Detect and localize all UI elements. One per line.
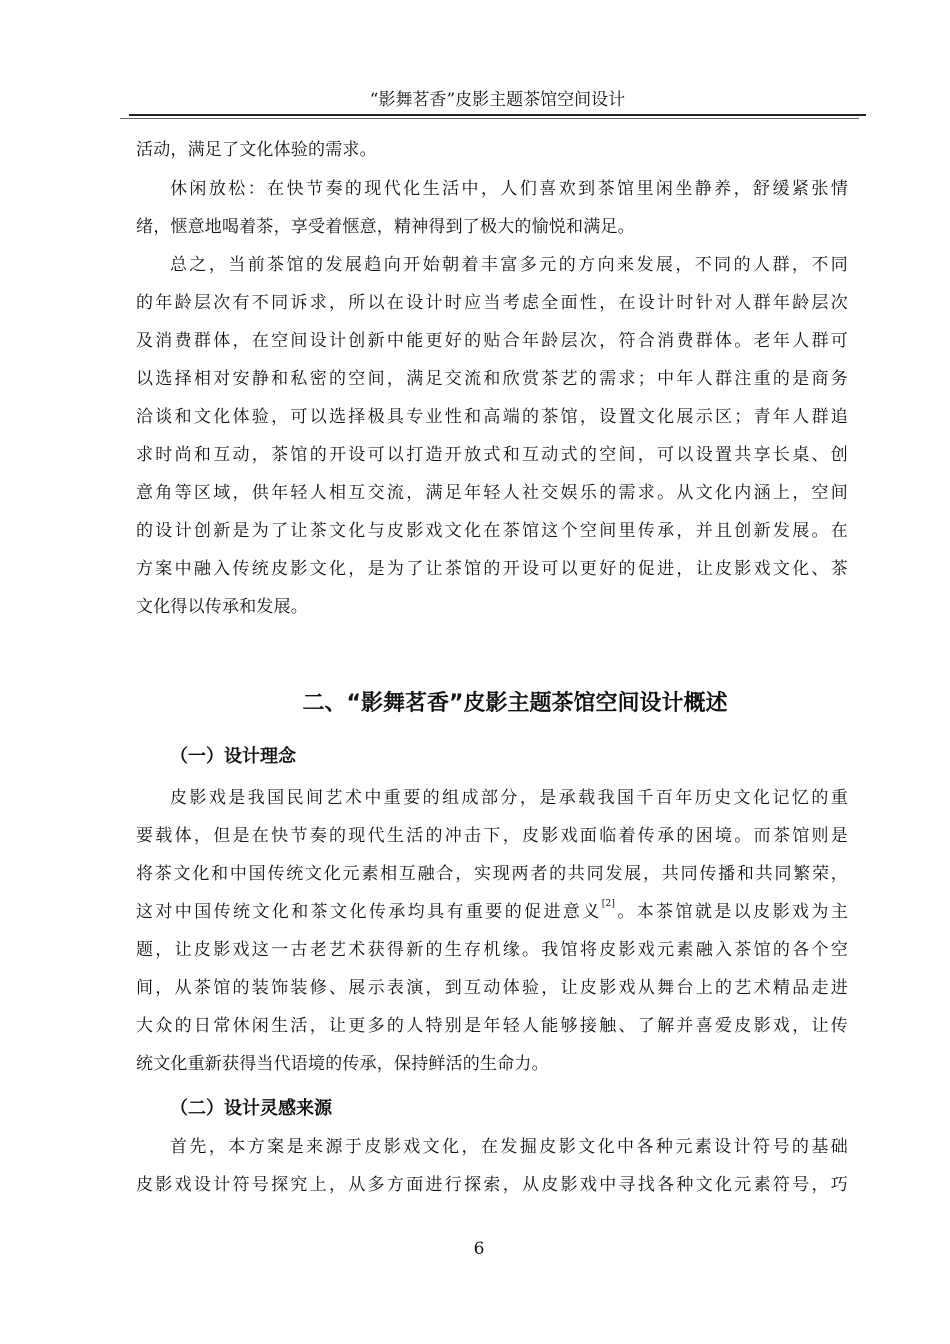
text-line: 意角等区域，供年轻人相互交流，满足年轻人社交娱乐的需求。从文化内涵上，空间 [136,483,848,503]
text-line: 方案中融入传统皮影文化，是为了让茶馆的开设可以更好的促进，让皮影戏文化、茶 [136,559,848,579]
text-line: 活动，满足了文化体验的需求。 [136,140,377,160]
citation-ref[interactable]: [2] [601,899,616,909]
text-line: 要载体，但是在快节奏的现代生活的冲击下，皮影戏面临着传承的困境。而茶馆则是 [136,826,848,846]
text-line: 的年龄层次有不同诉求，所以在设计时应当考虑全面性，在设计时针对人群年龄层次 [136,293,848,313]
section-title: 二、“影舞茗香”皮影主题茶馆空间设计概述 [302,691,728,716]
page-number: 6 [473,1239,485,1259]
text-line: 洽谈和文化体验，可以选择极具专业性和高端的茶馆，设置文化展示区；青年人群追 [136,407,848,427]
text-line: 绪，惬意地喝着茶，享受着惬意，精神得到了极大的愉悦和满足。 [136,217,635,237]
text-line: 题，让皮影戏这一古老艺术获得新的生存机缘。我馆将皮影戏元素融入茶馆的各个空 [136,940,848,960]
text-line: 首先，本方案是来源于皮影戏文化，在发掘皮影文化中各种元素设计符号的基础 [170,1137,848,1157]
text-line: 皮影戏设计符号探究上，从多方面进行探索，从皮影戏中寻找各种文化元素符号，巧 [136,1175,848,1195]
text-line: 间，从茶馆的装饰装修、展示表演，到互动体验，让皮影戏从舞台上的艺术精品走进 [136,978,848,998]
header-rule-thick [129,114,866,116]
text-line: 求时尚和互动，茶馆的开设可以打造开放式和互动式的空间，可以设置共享长桌、创 [136,445,848,465]
text-line: 及消费群体，在空间设计创新中能更好的贴合年龄层次，符合消费群体。老年人群可 [136,331,848,351]
text-line: 休闲放松：在快节奏的现代化生活中，人们喜欢到茶馆里闲坐静养，舒缓紧张情 [170,179,848,199]
text-line: 统文化重新获得当代语境的传承，保持鲜活的生命力。 [136,1054,549,1074]
text-line: 总之，当前茶馆的发展趋向开始朝着丰富多元的方向来发展，不同的人群，不同 [170,255,848,275]
text-line: 的设计创新是为了让茶文化与皮影戏文化在茶馆这个空间里传承，并且创新发展。在 [136,521,848,541]
subheading-design-concept: （一）设计理念 [170,746,296,767]
text-segment: 这对中国传统文化和茶文化传承均具有重要的促进意义 [136,902,602,922]
text-line: 大众的日常休闲生活，让更多的人特别是年轻人能够接触、了解并喜爱皮影戏，让传 [136,1016,848,1036]
text-segment: 。本茶馆就是以皮影戏为主 [615,902,848,922]
text-line: 将茶文化和中国传统文化元素相互融合，实现两者的共同发展，共同传播和共同繁荣， [136,864,848,884]
text-line-with-citation [136,900,848,924]
text-line: 文化得以传承和发展。 [136,597,308,617]
text-line: 皮影戏是我国民间艺术中重要的组成部分，是承载我国千百年历史文化记忆的重 [170,788,848,808]
header-rule-thin [120,118,859,119]
subheading-inspiration: （二）设计灵感来源 [170,1098,332,1119]
text-line: 以选择相对安静和私密的空间，满足交流和欣赏茶艺的需求；中年人群注重的是商务 [136,369,848,389]
running-header: “影舞茗香”皮影主题茶馆空间设计 [369,90,626,110]
